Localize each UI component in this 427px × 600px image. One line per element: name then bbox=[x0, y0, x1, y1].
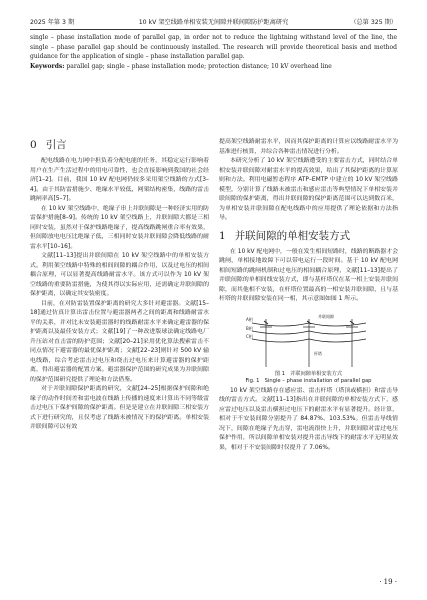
label-phase-b: B相 bbox=[245, 325, 253, 331]
section-number: 1 bbox=[219, 229, 226, 242]
keywords-text: parallel gap; single – phase installation mode; protection distance; 10 kV overhead line bbox=[64, 62, 332, 70]
paragraph: 目前，在对防雷装置保护距离的研究大多针对避雷器。文献[15–18]通过仿真计算出雷击位置与避雷器两者之间的距离和线路耐雷水平的关系，并对比未安装避雷器时的线路耐雷水平来确定避雷器的保护距离以及最佳安装方式；文献[19]了一种改进版球法确定线路电厂升压站对直击雷的防护范围；文献[20–21]采用优化算法搜索雷击不同点情况下避雷器的最优保护距离；文献[22–23]则针对 500 kV 输电线路，综合考虑雷击过电压和绕击过电压来计算避雷器的保护距离，得出避雷器的配置方案。避雷器保护范围的研究成果为并联间隙的保护范围研究提供了理论和方法借鉴。 bbox=[30, 300, 209, 383]
total-issue-label: （总第 325 期） bbox=[350, 19, 397, 26]
label-gap: 并联间隙 bbox=[317, 313, 334, 319]
label-tower: 杆塔 bbox=[313, 350, 322, 356]
label-phase-c: C相 bbox=[245, 333, 253, 339]
paragraph: 本研究分析了 10 kV 架空线路遭受的主要雷击方式，同时结合单相安装并联间隙对耐雷水平的提高效果，给出了其保护距离的计算原则和方法。利用电磁暂态程序 ATP–EMTP 中建立的 10 kV 架空线路模型，分别计算了线路未被雷击和感应雷击等典型情况下单相安装并联间隙的保护距离，得出并联间隙的保护距离范围可以达到数百米，为单相安装并联间隙在配电线路中的应用提供了理论依据和方法指导。 bbox=[219, 158, 398, 221]
section-heading-intro bbox=[30, 138, 209, 152]
section-heading-single-phase bbox=[219, 229, 398, 243]
paragraph: 在 10 kV 架空线路中，绝缘子串上并联间隙是一种经济实用的防雷保护措施[8–9]。传统的 10 kV 架空线路上，并联间隙大都是三相同时安装，虽然对于保护线路绝缘子，提高线路跳闸重合率有效果，但间隙放电电压比绝缘子低，三相同时安装并联间隙会降低线路的耐雷水平[10–16]。 bbox=[30, 205, 209, 250]
paragraph: 在 10 kV 配电网中，一般在发生相间短路时，线路的断路器才会跳闸，单相接地故障下可以带电运行一段时间。基于 10 kV 配电网相间短路的跳闸机制和过电压的相间耦合原理，文献[11–13]提出了并联间隙的单相间线安装方式，即与基杆塔仅在某一相上安装并联间隙，而其他相不安装，在杆塔位置最高的一相安装并联间隙，且与基杆塔的并联间隙安装在同一相，其示意图如图 1 所示。 bbox=[219, 248, 398, 302]
running-header bbox=[30, 17, 397, 29]
keywords-line bbox=[30, 62, 397, 72]
paragraph: 对于并联间隙保护距离的研究，文献[24–25]根据保护间隙和绝缘子的动作时间差和雷电波在线路上传播的速度来计算出不同等级雷击过电压下保护间隙的保护距离。但是是建立在并联间隙三相安装方式下进行研究的，且仅考虑了线路未被情况下的保护距离。单相安装并联间隙可以有效 bbox=[30, 386, 209, 430]
figure-caption-zh: 图 1 并联间隙单相安装方式 bbox=[274, 370, 343, 377]
figure-caption-en: Fig. 1 Single – phase installation of parallel gap bbox=[245, 377, 372, 384]
header-rule bbox=[30, 29, 397, 30]
keywords-label: Keywords: bbox=[30, 62, 65, 70]
page-number: · 19 · bbox=[379, 578, 397, 586]
single-phase-gap-diagram bbox=[244, 309, 374, 371]
right-column bbox=[219, 138, 398, 453]
issue-label: 2025 年第 3 期 bbox=[30, 19, 75, 26]
section-number: 0 bbox=[30, 139, 37, 151]
section-title: 并联间隙的单相安装方式 bbox=[234, 229, 351, 242]
paragraph: 文献[11–13]提出并联间隙在 10 kV 架空线路中的单相安装方式。利用架空线路中特殊的相间间隙的耦合作用，以及过电压的相间耦合原理，可以显著提高线路耐雷水平。该方式可以作为 10 kV 架空线路的重要防雷措施，为使其得以实际应用，还需确定并联间隙的保护距离，以确定其安装密度。 bbox=[30, 253, 209, 297]
abstract-text: single – phase installation mode of parallel gap, in order not to reduce the lightning withstand level of the line, the single – phase parallel gap should be continuously installed. The research will provide theoretical basis and method guidance for the application of single – phase installation parallel gap. bbox=[30, 34, 397, 61]
label-phase-a: A相 bbox=[245, 316, 253, 322]
section-title: 引言 bbox=[45, 139, 67, 151]
paragraph: 配电线路在电力网中担负着分配电能的任务，其稳定运行影响着用户在生产生活过程中的用电可靠性，也会直接影响到我国的社会经济[1–2]。目前，我国 10 kV 配电网仍较多采用架空线路的方式[3–4]。由于其防雷措施少、绝缘水平较低，网架结构密集，线路的雷击跳闸率高[5–7]。 bbox=[30, 158, 209, 202]
figure-1 bbox=[219, 309, 398, 385]
running-title: 10 kV 架空线路单相安装无间隙并联间隙防护距离研究 bbox=[138, 19, 289, 26]
paragraph: 提高架空线路耐雷水平，因而其保护距离的计算应以线路耐雷水平为基准进行核算，并综合各种雷击情况进行分析。 bbox=[219, 139, 398, 155]
english-abstract bbox=[30, 33, 397, 71]
left-column bbox=[30, 138, 209, 433]
paragraph: 10 kV 架空线路存在感应雷、雷击杆塔（塔顶或横担）和雷击导线的雷击方式。文献[11–13]指出在并联间隙的单相安装方式下，感应雷过电压以及雷击横担过电压下的耐雷水平有显著提升。经计算，相对于不安装间隙分别提升了 84.87%、103.53%。但雷击导线情况下，间隙在绝缘子先击穿，雷电流很快上升，并联间隙对雷过电压保护作用，所以间隙单相安装对提升雷击导线下的耐雷水平无明显效果，相对于不安装间隙时仅提升了 7.06%。 bbox=[219, 387, 398, 451]
